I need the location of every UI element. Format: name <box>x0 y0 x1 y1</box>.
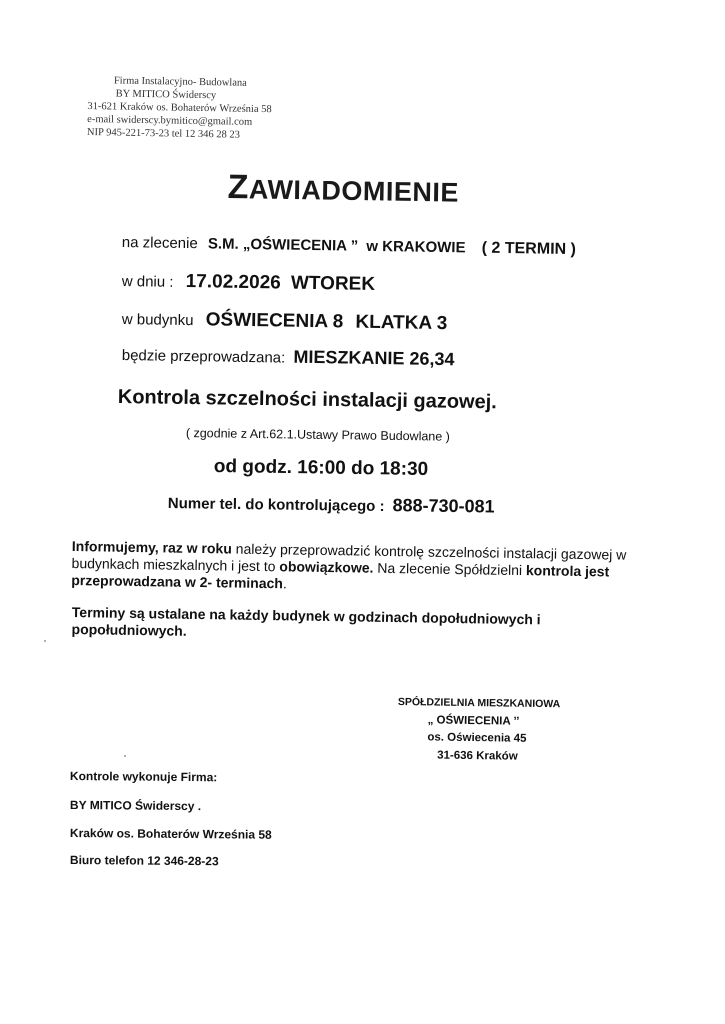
info-paragraph-1 <box>71 538 632 598</box>
flats-line <box>122 344 455 370</box>
title-rest: AWIADOMIENIE <box>248 174 460 208</box>
document-title <box>227 168 459 211</box>
cooperative-name: SPÓŁDZIELNIA MIESZKANIOWA <box>397 695 561 711</box>
cooperative-address: os. Oświecenia 45 <box>427 731 527 745</box>
letterhead-company-name: BY MITICO Świderscy <box>115 88 217 102</box>
order-label: na zlecenie <box>121 234 198 253</box>
date-weekday: WTOREK <box>290 272 376 295</box>
letterhead-email: e-mail swiderscy.bymitico@gmail.com <box>87 113 253 128</box>
letterhead-nip-phone: NIP 945-221-73-23 tel 12 346 28 23 <box>86 126 241 141</box>
info-paragraph-2 <box>71 604 631 647</box>
letterhead-company-type: Firma Instalacyjno- Budowlana <box>113 75 247 89</box>
firm-address: Kraków os. Bohaterów Września 58 <box>69 826 272 842</box>
info-bold-two-terms: kontrola jest przeprowadzana w 2- terminach <box>71 562 610 592</box>
scan-speck <box>124 755 126 757</box>
order-city: w KRAKOWIE <box>366 237 466 257</box>
building-label: w budynku <box>121 310 194 330</box>
info-text-3: . <box>282 575 287 592</box>
inspector-phone-number: 888-730-081 <box>392 495 495 517</box>
order-line <box>122 234 576 259</box>
building-staircase: KLATKA 3 <box>355 311 448 335</box>
cooperative-postal: 31-636 Kraków <box>437 749 518 763</box>
order-term: ( 2 TERMIN ) <box>481 239 577 259</box>
flats-value: MIESZKANIE 26,34 <box>293 346 455 370</box>
cooperative-block <box>397 694 560 766</box>
flats-label: będzie przeprowadzana: <box>121 346 286 367</box>
date-label: w dniu : <box>121 272 174 291</box>
info-text-2: Na zlecenie Spółdzielni <box>373 559 527 579</box>
info-bold-mandatory: obowiązkowe. <box>279 558 374 576</box>
scan-speck <box>44 640 46 642</box>
info-text-1: należy przeprowadzić kontrolę szczelności instalacji gazowej w budynkach mieszkalnych i jest to <box>71 540 627 575</box>
order-client: S.M. „OŚWIECENIA ” <box>207 235 359 255</box>
building-value: OŚWIECENIA 8 <box>205 309 344 333</box>
cooperative-subname: „ OŚWIECENIA ’’ <box>427 713 520 728</box>
letterhead-address: 31-621 Kraków os. Bohaterów Września 58 <box>87 100 272 116</box>
firm-name: BY MITICO Świderscy . <box>69 798 202 814</box>
title-first-letter: Z <box>227 168 250 207</box>
info-bold-annual: Informujemy, raz w roku <box>71 538 232 557</box>
firm-phone: Biuro telefon 12 346-28-23 <box>69 853 219 869</box>
letterhead <box>87 74 272 142</box>
date-value: 17.02.2026 <box>185 271 281 294</box>
inspection-hours: od godz. 16:00 do 18:30 <box>213 456 429 480</box>
building-line <box>122 308 448 335</box>
inspector-phone-label: Numer tel. do kontrolującego : <box>167 494 385 516</box>
firm-intro: Kontrole wykonuje Firma: <box>69 769 218 785</box>
inspector-phone-line <box>168 492 495 518</box>
info-schedule-text: Terminy są ustalane na każdy budynek w godzinach dopołudniowych i popołudniowych. <box>71 604 541 639</box>
inspection-heading: Kontrola szczelności instalacji gazowej. <box>117 386 497 414</box>
legal-reference: ( zgodnie z Art.62.1.Ustawy Prawo Budowlane ) <box>185 426 451 444</box>
date-line <box>122 270 376 296</box>
